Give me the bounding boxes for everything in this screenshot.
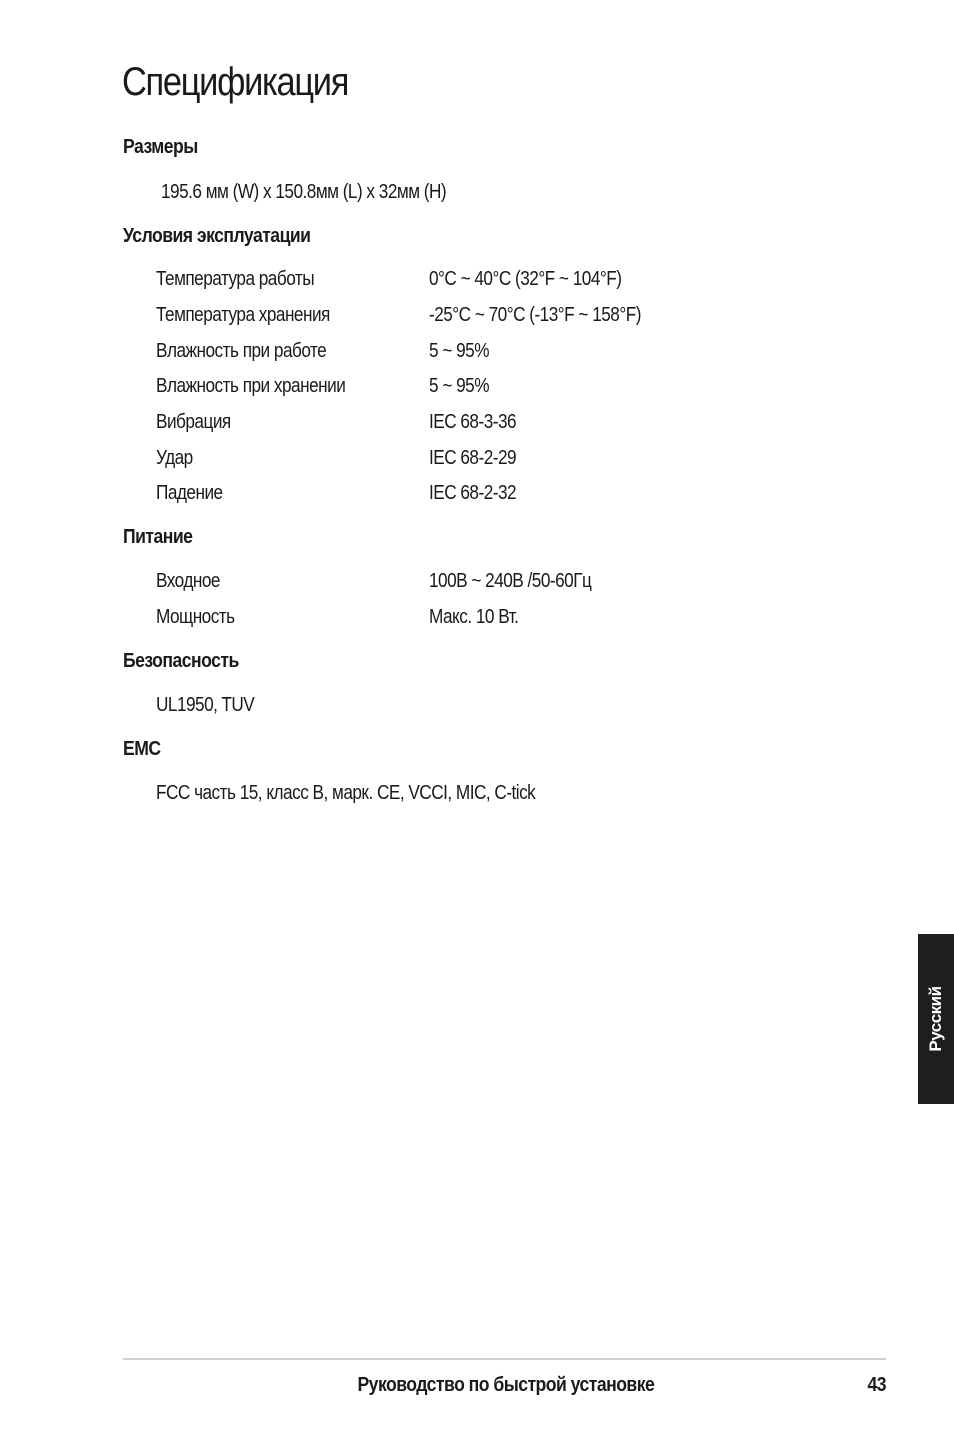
section-heading-emc: EMC <box>123 738 161 760</box>
page-number: 43 <box>867 1374 886 1396</box>
language-side-tab <box>918 934 954 1104</box>
section-heading-power: Питание <box>123 526 193 548</box>
spec-value-power-consumption: Макс. 10 Вт. <box>429 606 519 628</box>
safety-value: UL1950, TUV <box>156 694 255 716</box>
footer-divider <box>123 1358 886 1360</box>
spec-label-vibration: Вибрация <box>156 411 231 433</box>
spec-value-operating-humidity: 5 ~ 95% <box>429 340 489 362</box>
spec-label-power-input: Входное <box>156 570 220 592</box>
spec-label-operating-temp: Температура работы <box>156 268 315 290</box>
spec-value-storage-temp: -25°C ~ 70°C (-13°F ~ 158°F) <box>429 304 641 326</box>
spec-label-storage-humidity: Влажность при хранении <box>156 375 346 397</box>
spec-label-operating-humidity: Влажность при работе <box>156 340 327 362</box>
spec-value-shock: IEC 68-2-29 <box>429 447 517 469</box>
spec-value-power-input: 100В ~ 240В /50-60Гц <box>429 570 592 592</box>
spec-label-shock: Удар <box>156 447 193 469</box>
spec-value-storage-humidity: 5 ~ 95% <box>429 375 489 397</box>
emc-value: FCC часть 15, класс B, марк. CE, VCCI, MIC, C-tick <box>156 782 536 804</box>
section-heading-safety: Безопасность <box>123 650 239 672</box>
spec-value-drop: IEC 68-2-32 <box>429 482 517 504</box>
spec-value-vibration: IEC 68-3-36 <box>429 411 517 433</box>
page-title: Спецификация <box>122 60 349 104</box>
section-heading-dimensions: Размеры <box>123 136 198 158</box>
dimensions-value: 195.6 мм (W) x 150.8мм (L) x 32мм (H) <box>161 181 447 203</box>
spec-label-power-consumption: Мощность <box>156 606 235 628</box>
spec-label-drop: Падение <box>156 482 223 504</box>
spec-value-operating-temp: 0°C ~ 40°C (32°F ~ 104°F) <box>429 268 622 290</box>
section-heading-operating: Условия эксплуатации <box>123 225 311 247</box>
language-side-tab-label: Русский <box>926 986 945 1052</box>
footer-title: Руководство по быстрой установке <box>357 1374 654 1396</box>
spec-label-storage-temp: Температура хранения <box>156 304 330 326</box>
